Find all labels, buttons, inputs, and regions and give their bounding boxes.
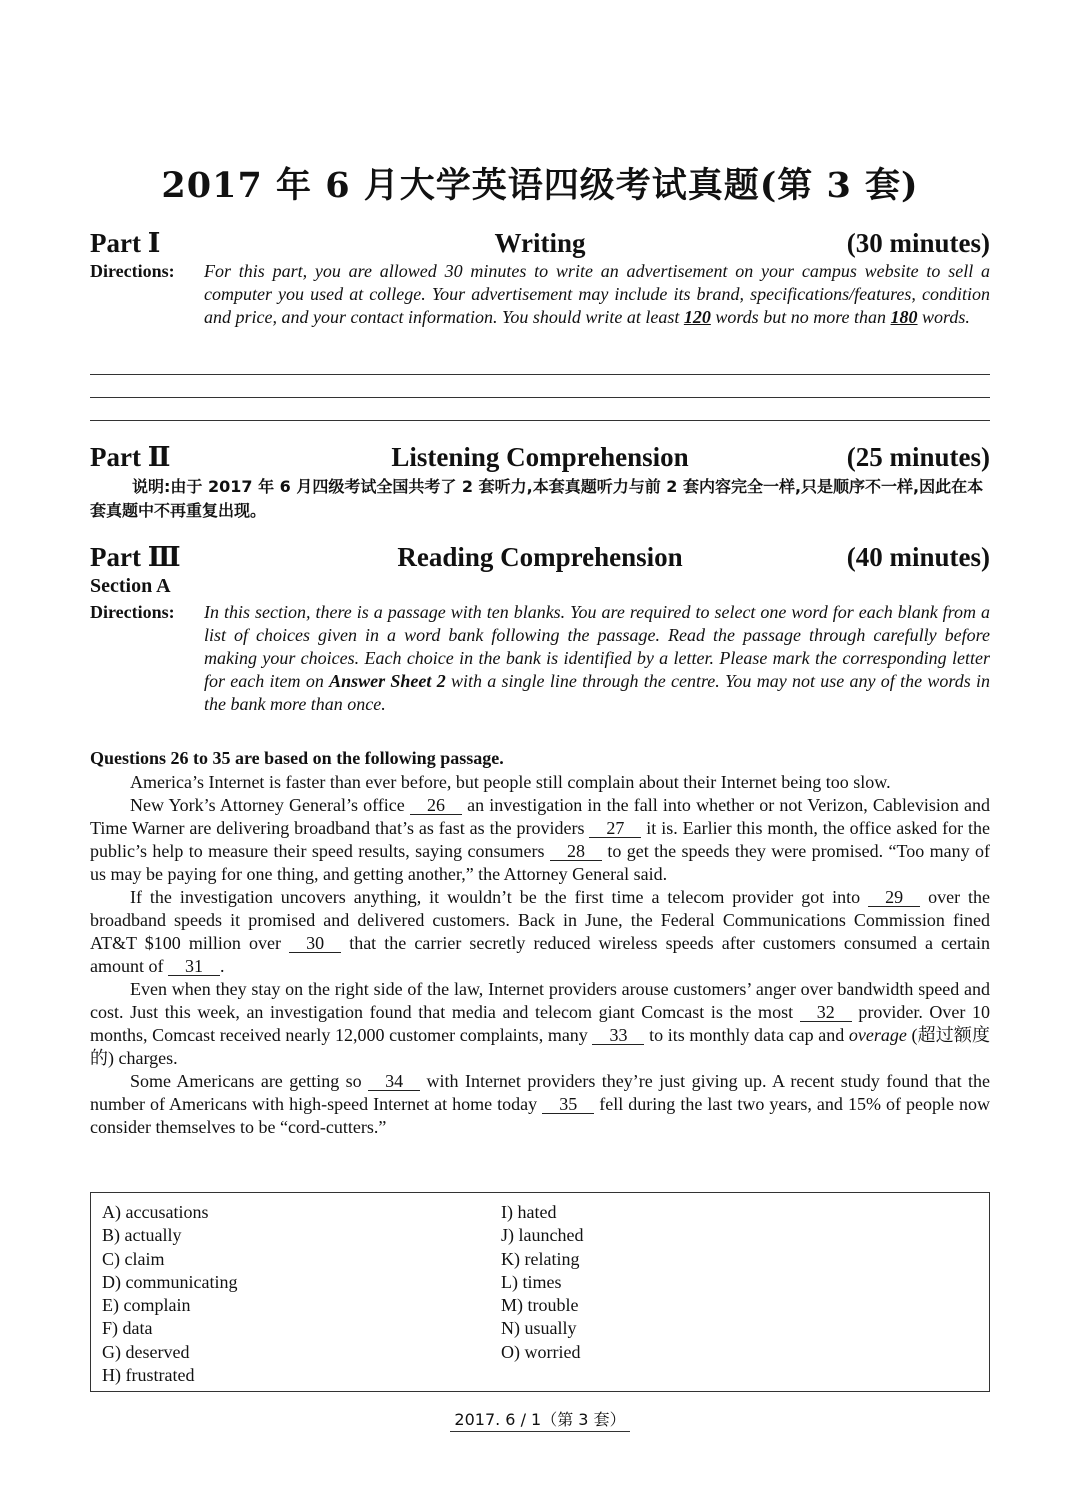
blank-26: 26 (410, 796, 462, 815)
listening-note: 说明:由于 2017 年 6 月四级考试全国共考了 2 套听力,本套真题听力与前 2 套内容完全一样,只是顺序不一样,因此在本套真题中不再重复出现。 (90, 477, 984, 520)
part2-label: Part Ⅱ (90, 442, 171, 472)
part2-time: (25 minutes) (846, 442, 990, 472)
passage-paragraph: Even when they stay on the right side of the law, Internet providers arouse customers’ anger over bandwidth speed and cost. Just this week, an investigation found that media and telecom giant Comcast is the most 32 provider. Over 10 months, Comcast received nearly 12,000 customer complaints, many 33 to its monthly data cap and overage (超过额度的) charges. (90, 979, 991, 1068)
word-bank-item: C) claim (102, 1248, 165, 1269)
word-bank-item: A) accusations (102, 1202, 209, 1222)
max-words: 180 (890, 307, 918, 327)
word-bank (90, 1192, 990, 1392)
min-words: 120 (683, 307, 711, 327)
blank-32: 32 (800, 1003, 852, 1022)
blank-33: 33 (592, 1026, 644, 1045)
part3-time: (40 minutes) (846, 542, 990, 572)
blank-28: 28 (550, 842, 602, 861)
word-bank-left-column (102, 1201, 237, 1387)
part1-header (90, 228, 990, 260)
part1-time: (30 minutes) (846, 228, 990, 258)
directions-text: In this section, there is a passage with ten blanks. You are required to select one word for each blank from a list of choices given in a word bank following the passage. Read the passage through carefully before making your choices. Each choice in the bank is identified by a letter. Please mark the corresponding letter for each item on Answer Sheet 2 with a single line through the centre. You may not use any of the words in the bank more than once. (204, 602, 990, 714)
word-bank-item: D) communicating (102, 1271, 238, 1292)
answer-sheet: Answer Sheet 2 (329, 671, 446, 691)
word-bank-item: B) actually (102, 1225, 182, 1246)
blank-29: 29 (868, 888, 920, 907)
directions-label: Directions: (90, 602, 175, 622)
part1-label: Part Ⅰ (90, 228, 161, 258)
word-bank-item: K) relating (501, 1248, 580, 1269)
directions-label: Directions: (90, 261, 175, 281)
blank-34: 34 (368, 1072, 420, 1091)
part2-header (90, 442, 990, 474)
word-bank-item: L) times (501, 1271, 562, 1292)
section-title: Section A (90, 575, 171, 597)
passage-paragraph: America’s Internet is faster than ever before, but people still complain about their Internet being too slow. (130, 772, 891, 792)
part3-name: Reading Comprehension (397, 542, 683, 572)
word-bank-item: I) hated (501, 1202, 557, 1222)
passage-paragraph: If the investigation uncovers anything, it wouldn’t be the first time a telecom provider got into 29 over the broadband speeds it promised and delivered customers. Back in June, the Federal Communications Commission fined AT&T $100 million over 30 that the carrier secretly reduced wireless speeds after customers consumed a certain amount of 31 . (90, 887, 991, 976)
word-bank-item: M) trouble (501, 1295, 579, 1316)
part2-name: Listening Comprehension (391, 442, 689, 472)
blank-31: 31 (168, 957, 220, 976)
part3-header (90, 542, 990, 574)
writing-line (90, 374, 990, 375)
word-bank-item: F) data (102, 1318, 153, 1339)
blank-30: 30 (289, 934, 341, 953)
word-bank-item: N) usually (501, 1318, 577, 1339)
passage (90, 771, 990, 1139)
part3-label: Part Ⅲ (90, 542, 181, 572)
page-footer (0, 1407, 1080, 1430)
word-bank-item: E) complain (102, 1295, 191, 1316)
questions-heading: Questions 26 to 35 are based on the following passage. (90, 748, 504, 768)
blank-27: 27 (589, 819, 641, 838)
word-bank-item: G) deserved (102, 1341, 190, 1362)
passage-paragraph: New York’s Attorney General’s office 26 an investigation in the fall into whether or not Verizon, Cablevision and Time Warner are delivering broadband that’s as fast as the providers 27 it is. Earlier this month, the office asked for the public’s help to measure their speed results, saying consumers 28 to get the speeds they were promised. “Too many of us may be paying for one thing, and getting another,” the Attorney General said. (90, 795, 991, 884)
word-bank-right-column (501, 1201, 583, 1364)
page-title: 2017 年 6 月大学英语四级考试真题(第 3 套) (161, 165, 919, 206)
page-number: 2017. 6 / 1（第 3 套） (450, 1410, 629, 1432)
word-bank-item: J) launched (501, 1225, 584, 1246)
directions-text: For this part, you are allowed 30 minutes to write an advertisement on your campus website to sell a computer you used at college. Your advertisement may include its brand, specifications/features, condition and price, and your contact information. You should write at least 120 words but no more than 180 words. (204, 261, 990, 327)
part1-name: Writing (494, 228, 586, 258)
word-bank-item: H) frustrated (102, 1365, 195, 1386)
writing-line (90, 397, 990, 398)
word-bank-item: O) worried (501, 1341, 581, 1362)
blank-35: 35 (542, 1095, 594, 1114)
passage-paragraph: Some Americans are getting so 34 with Internet providers they’re just giving up. A recent study found that the number of Americans with high-speed Internet at home today 35 fell during the last two years, and 15% of people now consider themselves to be “cord-cutters.” (90, 1071, 991, 1137)
writing-line (90, 420, 990, 421)
